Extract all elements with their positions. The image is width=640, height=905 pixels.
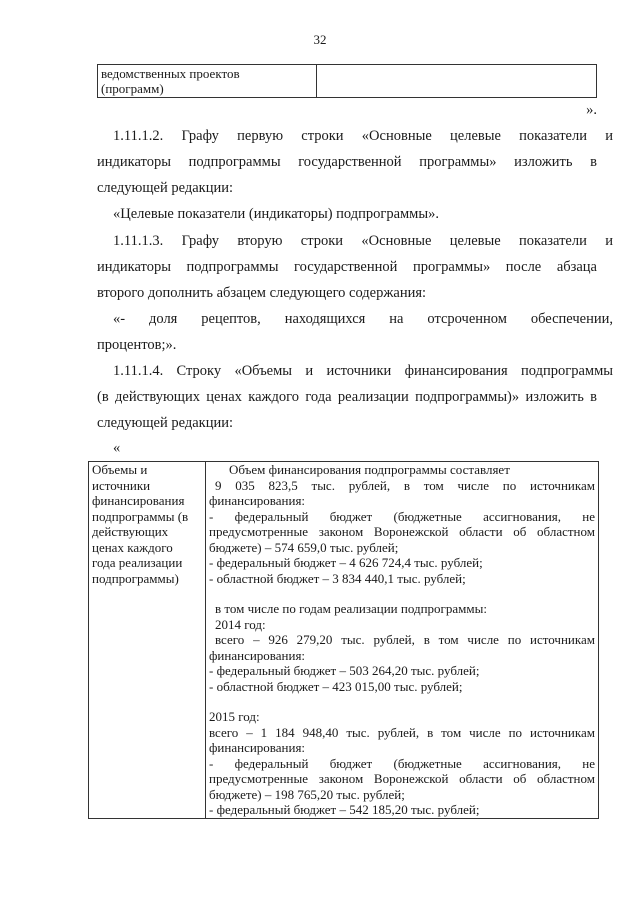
paragraph-3-line-2: индикаторы подпрограммы государственной программы» после абзаца (97, 259, 597, 275)
finance-line: бюджете) – 198 765,20 тыс. рублей; (209, 786, 405, 802)
finance-line: - федеральный бюджет – 542 185,20 тыс. рублей; (209, 802, 480, 817)
finance-line: - областной бюджет – 423 015,00 тыс. рублей; (209, 678, 463, 694)
paragraph-5-line-2: (в действующих ценах каждого года реализации подпрограммы)» изложить в (97, 389, 597, 405)
finance-table-value-cell (206, 462, 599, 819)
finance-line: - федеральный бюджет – 4 626 724,4 тыс. рублей; (209, 555, 483, 570)
label-line: года реализации (92, 555, 183, 570)
finance-line: бюджете) – 574 659,0 тыс. рублей; (209, 539, 399, 555)
paragraph-4-line-1: «- доля рецептов, находящихся на отсроченном обеспечении, (113, 311, 613, 327)
label-line: ценах каждого (92, 539, 173, 555)
finance-line: - областной бюджет – 3 834 440,1 тыс. рублей; (209, 570, 466, 586)
finance-table (88, 461, 599, 819)
label-line: подпрограммы) (92, 570, 179, 586)
finance-line: предусмотренные законом Воронежской области об областном (209, 771, 595, 786)
top-table-right-cell (317, 65, 597, 98)
top-table-left-cell (98, 65, 317, 98)
finance-line: всего – 1 184 948,40 тыс. рублей, в том числе по источникам (209, 724, 595, 740)
paragraph-3-line-3: второго дополнить абзацем следующего содержания: (97, 285, 427, 301)
finance-table-label-cell (89, 462, 206, 819)
finance-line: - федеральный бюджет (бюджетные ассигнования, не (209, 508, 595, 524)
finance-line-blank (209, 586, 595, 601)
opening-quote: « (113, 440, 121, 456)
finance-line: финансирования: (209, 740, 306, 755)
finance-line: финансирования: (209, 647, 306, 663)
paragraph-1-line-2: индикаторы подпрограммы государственной программы» изложить в (97, 154, 597, 170)
paragraph-2: «Целевые показатели (индикаторы) подпрограммы». (113, 206, 439, 222)
paragraph-5-line-1: 1.11.1.4. Строку «Объемы и источники финансирования подпрограммы (113, 363, 613, 379)
paragraph-1-line-1: 1.11.1.2. Графу первую строки «Основные целевые показатели и (113, 128, 613, 144)
finance-line: - федеральный бюджет – 503 264,20 тыс. рублей; (209, 663, 480, 678)
label-line: источники (92, 477, 151, 493)
closing-quote: ». (586, 102, 597, 118)
top-table-line: (программ) (101, 81, 164, 96)
finance-line: 2014 год: (215, 616, 266, 632)
paragraph-4-line-2: процентов;». (97, 337, 177, 353)
finance-line: 2015 год: (209, 709, 260, 724)
label-line: Объемы и (92, 462, 148, 477)
finance-line: предусмотренные законом Воронежской области об областном (209, 524, 595, 539)
paragraph-5-line-3: следующей редакции: (97, 415, 234, 431)
label-line: финансирования (92, 493, 185, 508)
finance-line: всего – 926 279,20 тыс. рублей, в том числе по источникам (215, 632, 595, 647)
finance-line: Объем финансирования подпрограммы составляет (229, 462, 510, 477)
label-line: подпрограммы (в (92, 508, 189, 524)
finance-line: - федеральный бюджет (бюджетные ассигнования, не (209, 755, 595, 771)
paragraph-3-line-1: 1.11.1.3. Графу вторую строки «Основные целевые показатели и (113, 233, 613, 249)
finance-line: в том числе по годам реализации подпрограммы: (215, 601, 487, 616)
finance-line: 9 035 823,5 тыс. рублей, в том числе по источникам (215, 477, 595, 493)
finance-line-blank (209, 694, 595, 709)
paragraph-1-line-3: следующей редакции: (97, 180, 234, 196)
top-table-line: ведомственных проектов (101, 66, 240, 81)
page-number: 32 (313, 32, 327, 47)
label-line: действующих (92, 524, 169, 539)
finance-line: финансирования: (209, 493, 306, 508)
top-table-fragment (97, 64, 597, 98)
